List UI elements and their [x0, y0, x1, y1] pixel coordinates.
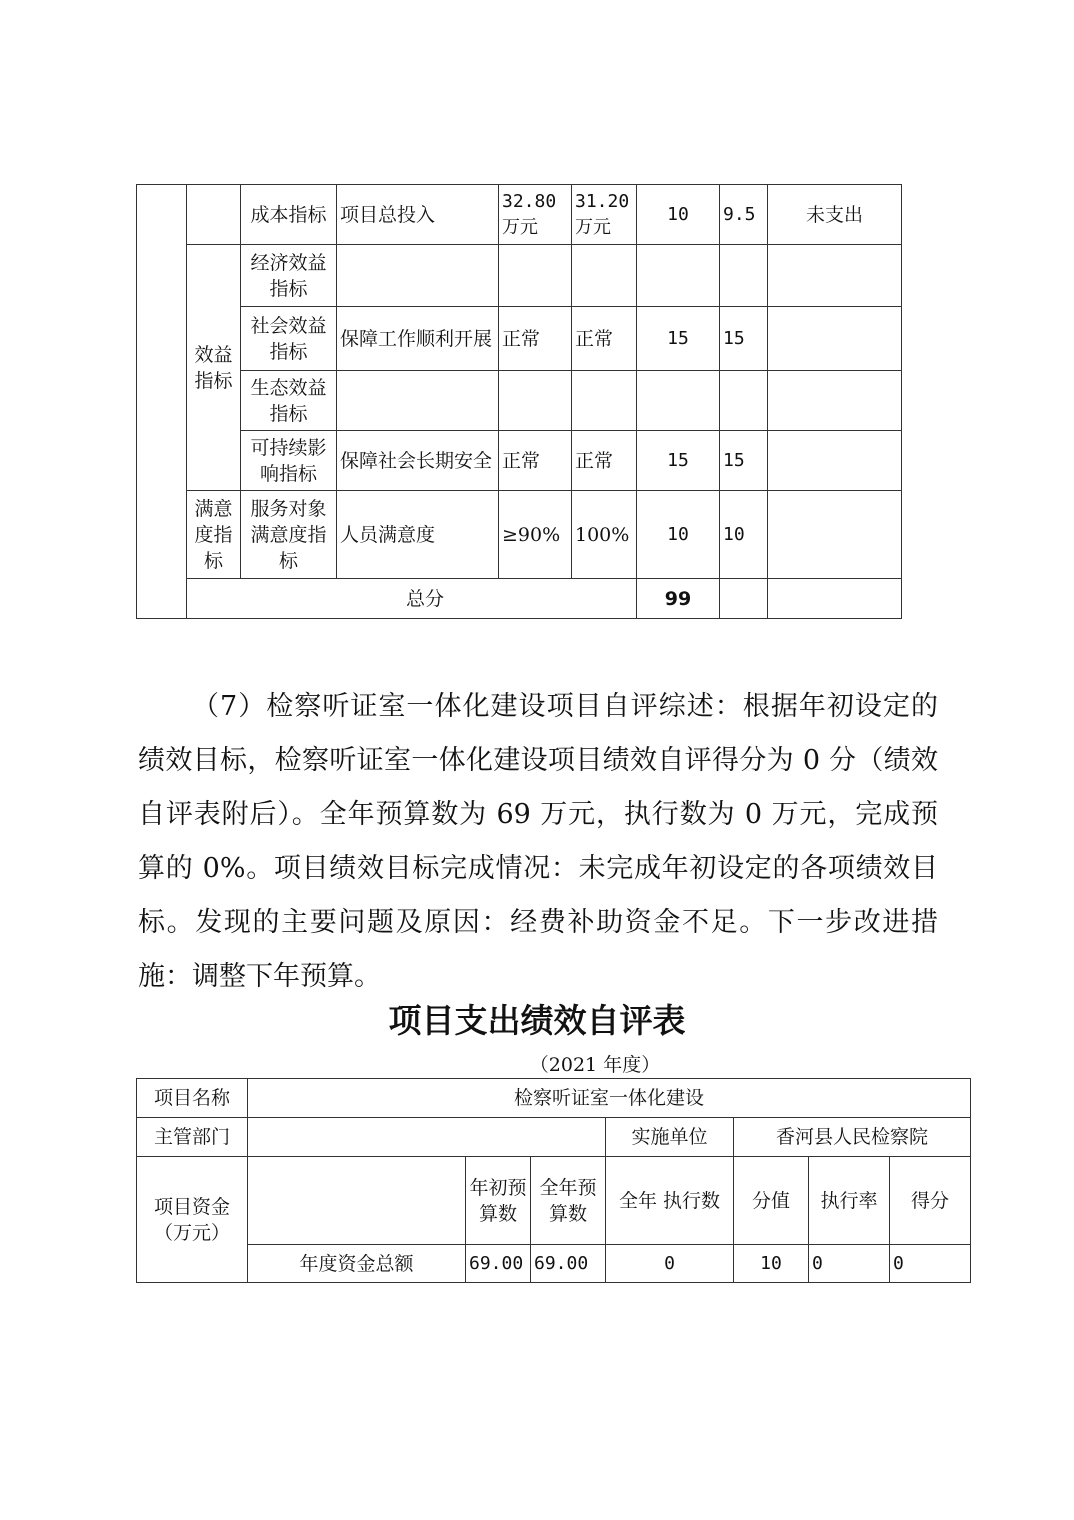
cost-target: 32.80万元: [499, 185, 572, 245]
project-name-label: 项目名称: [137, 1079, 248, 1118]
satisfaction-item: 人员满意度: [337, 491, 499, 579]
eco-item: [337, 371, 499, 431]
eco-indicator-label: 生态效益指标: [241, 371, 337, 431]
social-weight: 15: [637, 307, 720, 371]
total-score: [720, 579, 768, 619]
weight-header: 分值: [734, 1157, 809, 1245]
satisfaction-score: 10: [720, 491, 768, 579]
econ-item: [337, 245, 499, 307]
social-note: [768, 307, 902, 371]
summary-paragraph: （7）检察听证室一体化建设项目自评综述：根据年初设定的绩效目标，检察听证室一体化建设项目绩效自评得分为 0 分（绩效自评表附后）。全年预算数为 69 万元，执行数为 0 万元，完成预算的 0%。项目绩效目标完成情况：未完成年初设定的各项绩效目标。发现的主要问题及原因：经费补助资金不足。下一步改进措施：调整下年预算。: [138, 691, 938, 992]
eco-actual: [572, 371, 637, 431]
table-title: 项目支出绩效自评表: [388, 1001, 686, 1040]
cost-actual: 31.20万元: [572, 185, 637, 245]
annual-full-budget: 69.00: [531, 1245, 606, 1283]
econ-actual: [572, 245, 637, 307]
score-header: 得分: [890, 1157, 971, 1245]
fund-header-blank: [248, 1157, 466, 1245]
department-label: 主管部门: [137, 1118, 248, 1157]
econ-weight: [637, 245, 720, 307]
implementing-unit-label: 实施单位: [606, 1118, 734, 1157]
satisfaction-target: ≥90%: [499, 491, 572, 579]
sustain-score: 15: [720, 431, 768, 491]
cost-weight: 10: [637, 185, 720, 245]
total-value: 99: [637, 579, 720, 619]
annual-fund-total-label: 年度资金总额: [248, 1245, 466, 1283]
total-label: 总分: [187, 579, 637, 619]
social-target: 正常: [499, 307, 572, 371]
cost-indicator-item: 项目总投入: [337, 185, 499, 245]
eco-note: [768, 371, 902, 431]
satisfaction-group-label: 满意度指标: [187, 491, 241, 579]
sustain-target: 正常: [499, 431, 572, 491]
sustain-actual: 正常: [572, 431, 637, 491]
social-item: 保障工作顺利开展: [337, 307, 499, 371]
satisfaction-note: [768, 491, 902, 579]
social-indicator-label: 社会效益指标: [241, 307, 337, 371]
project-fund-label: 项目资金（万元）: [137, 1157, 248, 1283]
sustain-indicator-label: 可持续影响指标: [241, 431, 337, 491]
department-value: [248, 1118, 606, 1157]
performance-indicator-table: [136, 184, 902, 619]
benefit-group-label: 效益指标: [187, 245, 241, 491]
annual-initial-budget: 69.00: [466, 1245, 531, 1283]
sustain-note: [768, 431, 902, 491]
sustain-weight: 15: [637, 431, 720, 491]
total-note: [768, 579, 902, 619]
cost-indicator-label: 成本指标: [241, 185, 337, 245]
econ-indicator-label: 经济效益指标: [241, 245, 337, 307]
eco-target: [499, 371, 572, 431]
econ-score: [720, 245, 768, 307]
full-year-budget-header: 全年预算数: [531, 1157, 606, 1245]
econ-target: [499, 245, 572, 307]
execution-rate-header: 执行率: [809, 1157, 890, 1245]
self-evaluation-table: [136, 1078, 971, 1283]
cost-note: 未支出: [768, 185, 902, 245]
annual-execution-rate: 0: [809, 1245, 890, 1283]
annual-execution: 0: [606, 1245, 734, 1283]
sustain-item: 保障社会长期安全: [337, 431, 499, 491]
eco-score: [720, 371, 768, 431]
satisfaction-indicator-label: 服务对象满意度指标: [241, 491, 337, 579]
project-name-value: 检察听证室一体化建设: [248, 1079, 971, 1118]
social-actual: 正常: [572, 307, 637, 371]
implementing-unit-value: 香河县人民检察院: [734, 1118, 971, 1157]
initial-budget-header: 年初预算数: [466, 1157, 531, 1245]
econ-note: [768, 245, 902, 307]
level1-cell: [137, 185, 187, 619]
annual-score: 0: [890, 1245, 971, 1283]
satisfaction-weight: 10: [637, 491, 720, 579]
annual-weight: 10: [734, 1245, 809, 1283]
year-label: （2021 年度）: [529, 1054, 661, 1076]
eco-weight: [637, 371, 720, 431]
cost-score: 9.5: [720, 185, 768, 245]
level2-cell: [187, 185, 241, 245]
execution-header: 全年 执行数: [606, 1157, 734, 1245]
social-score: 15: [720, 307, 768, 371]
satisfaction-actual: 100%: [572, 491, 637, 579]
